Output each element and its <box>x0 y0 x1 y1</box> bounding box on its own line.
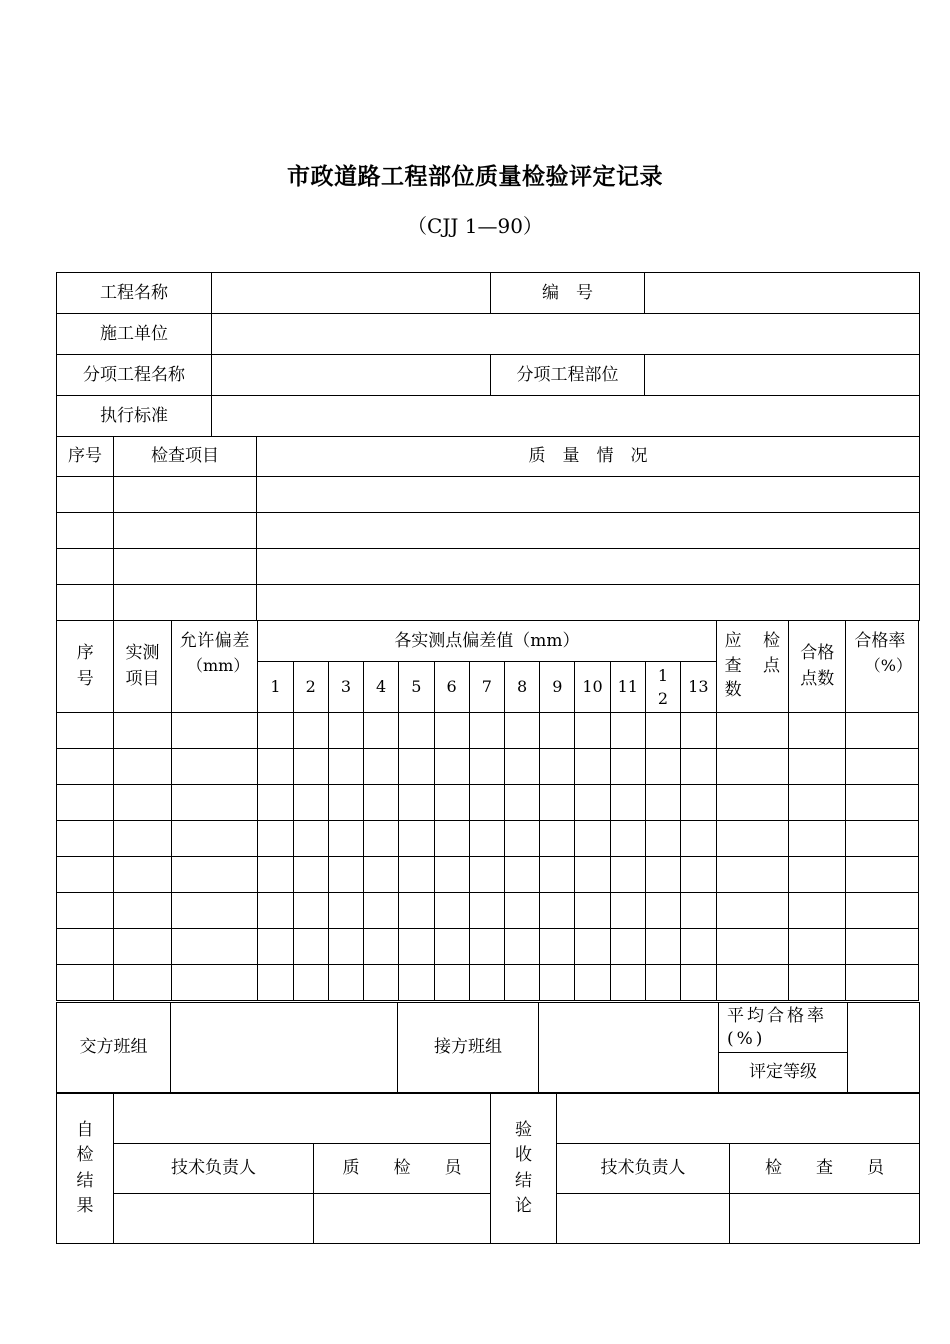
measure-cell[interactable] <box>364 965 399 1001</box>
point-number-6: 6 <box>434 662 469 713</box>
quality-cell[interactable] <box>114 513 257 549</box>
measure-cell[interactable] <box>399 965 434 1001</box>
measure-cell[interactable] <box>846 929 919 965</box>
measure-cell[interactable] <box>540 965 575 1001</box>
measure-row <box>57 785 919 821</box>
measure-cell[interactable] <box>610 893 645 929</box>
measure-cell[interactable] <box>258 785 293 821</box>
page-subtitle: （CJJ 1—90） <box>407 214 543 238</box>
quality-cell[interactable] <box>114 477 257 513</box>
handover-receiver-field[interactable] <box>539 1003 719 1093</box>
measure-cell[interactable] <box>789 893 846 929</box>
measure-cell[interactable] <box>114 785 171 821</box>
avg-pass-rate-field[interactable] <box>848 1003 920 1093</box>
measure-cell[interactable] <box>681 857 716 893</box>
measure-cell[interactable] <box>434 857 469 893</box>
measure-cell[interactable] <box>171 821 258 857</box>
measure-cell[interactable] <box>681 749 716 785</box>
tech-lead-label: 技术负责人 <box>114 1144 314 1194</box>
measure-cell[interactable] <box>540 785 575 821</box>
quality-row <box>57 477 920 513</box>
grade-label: 评定等级 <box>719 1053 848 1093</box>
measure-cell[interactable] <box>57 713 114 749</box>
handover-giver-field[interactable] <box>171 1003 398 1093</box>
project-name-label: 工程名称 <box>57 273 212 314</box>
handover-receiver-label: 接方班组 <box>398 1003 539 1093</box>
measure-cell[interactable] <box>114 929 171 965</box>
measure-cell[interactable] <box>681 929 716 965</box>
avg-pass-rate-label: 平均合格率(%) <box>719 1003 848 1053</box>
measure-cell[interactable] <box>293 965 328 1001</box>
measure-cell[interactable] <box>114 821 171 857</box>
measure-row <box>57 713 919 749</box>
page-title: 市政道路工程部位质量检验评定记录 <box>287 163 663 190</box>
point-number-10: 10 <box>575 662 610 713</box>
measure-cell[interactable] <box>469 965 504 1001</box>
inspector-signature[interactable] <box>730 1194 920 1244</box>
measure-cell[interactable] <box>846 893 919 929</box>
measure-cell[interactable] <box>171 785 258 821</box>
measure-cell[interactable] <box>575 821 610 857</box>
measure-cell[interactable] <box>293 893 328 929</box>
measure-cell[interactable] <box>540 749 575 785</box>
measure-cell[interactable] <box>293 785 328 821</box>
measure-row <box>57 821 919 857</box>
measure-cell[interactable] <box>610 857 645 893</box>
measure-cell[interactable] <box>293 929 328 965</box>
self-check-label: 自检结果 <box>57 1094 114 1244</box>
point-number-3: 3 <box>328 662 363 713</box>
measure-cell[interactable] <box>57 821 114 857</box>
measure-item-header: 实测项目 <box>114 621 171 713</box>
measure-cell[interactable] <box>575 893 610 929</box>
quality-item-header: 检查项目 <box>114 437 257 477</box>
measure-cell[interactable] <box>789 857 846 893</box>
measure-cell[interactable] <box>399 749 434 785</box>
measure-cell[interactable] <box>57 893 114 929</box>
measure-cell[interactable] <box>171 713 258 749</box>
measure-cell[interactable] <box>114 893 171 929</box>
measure-cell[interactable] <box>328 893 363 929</box>
measure-cell[interactable] <box>645 713 680 749</box>
measure-cell[interactable] <box>171 749 258 785</box>
measure-cell[interactable] <box>789 749 846 785</box>
inspector-label: 检 查 员 <box>730 1144 920 1194</box>
self-check-field[interactable] <box>114 1094 491 1144</box>
point-number-7: 7 <box>469 662 504 713</box>
measure-row <box>57 965 919 1001</box>
measure-cell[interactable] <box>258 893 293 929</box>
measure-cell[interactable] <box>504 965 539 1001</box>
measure-cell[interactable] <box>57 785 114 821</box>
measure-cell[interactable] <box>504 713 539 749</box>
quality-cell[interactable] <box>57 513 114 549</box>
measure-cell[interactable] <box>57 965 114 1001</box>
measure-cell[interactable] <box>645 785 680 821</box>
measure-cell[interactable] <box>328 713 363 749</box>
measure-cell[interactable] <box>364 821 399 857</box>
measure-cell[interactable] <box>399 821 434 857</box>
handover-table <box>56 1002 920 1093</box>
measure-cell[interactable] <box>328 965 363 1001</box>
measure-cell[interactable] <box>399 713 434 749</box>
measure-cell[interactable] <box>610 929 645 965</box>
qc-label: 质 检 员 <box>314 1144 491 1194</box>
quality-row <box>57 513 920 549</box>
measure-cell[interactable] <box>789 821 846 857</box>
measure-cell[interactable] <box>681 821 716 857</box>
point-number-9: 9 <box>540 662 575 713</box>
measure-cell[interactable] <box>258 857 293 893</box>
measure-cell[interactable] <box>469 929 504 965</box>
measure-cell[interactable] <box>57 857 114 893</box>
measure-cell[interactable] <box>258 821 293 857</box>
measure-cell[interactable] <box>171 857 258 893</box>
should-check-header: 应 检查点 数 <box>716 621 788 713</box>
measure-cell[interactable] <box>293 749 328 785</box>
pass-points-header: 合格点数 <box>789 621 846 713</box>
measure-cell[interactable] <box>610 713 645 749</box>
measure-table <box>56 620 919 1001</box>
measure-cell[interactable] <box>540 893 575 929</box>
construction-unit-field[interactable] <box>212 314 920 355</box>
measure-cell[interactable] <box>575 785 610 821</box>
measure-cell[interactable] <box>258 929 293 965</box>
measure-cell[interactable] <box>645 821 680 857</box>
measure-cell[interactable] <box>540 929 575 965</box>
measure-cell[interactable] <box>57 749 114 785</box>
measure-cell[interactable] <box>114 857 171 893</box>
measure-cell[interactable] <box>434 749 469 785</box>
measure-cell[interactable] <box>645 929 680 965</box>
measure-cell[interactable] <box>645 893 680 929</box>
measure-cell[interactable] <box>575 965 610 1001</box>
measure-cell[interactable] <box>504 857 539 893</box>
measure-cell[interactable] <box>364 893 399 929</box>
point-number-5: 5 <box>399 662 434 713</box>
measure-cell[interactable] <box>258 749 293 785</box>
measure-cell[interactable] <box>645 857 680 893</box>
project-name-field[interactable] <box>212 273 491 314</box>
measure-cell[interactable] <box>610 965 645 1001</box>
measure-cell[interactable] <box>681 893 716 929</box>
measure-cell[interactable] <box>399 893 434 929</box>
measure-cell[interactable] <box>716 785 788 821</box>
number-field[interactable] <box>645 273 920 314</box>
deviation-values-header: 各实测点偏差值（mm） <box>258 621 716 662</box>
measure-cell[interactable] <box>171 965 258 1001</box>
quality-seq-header: 序号 <box>57 437 114 477</box>
tech-lead-label-2: 技术负责人 <box>557 1144 730 1194</box>
measure-cell[interactable] <box>364 785 399 821</box>
tech-lead-signature-2[interactable] <box>557 1194 730 1244</box>
measure-cell[interactable] <box>434 929 469 965</box>
measure-cell[interactable] <box>364 857 399 893</box>
measure-cell[interactable] <box>575 857 610 893</box>
measure-cell[interactable] <box>399 857 434 893</box>
measure-cell[interactable] <box>399 929 434 965</box>
quality-cell[interactable] <box>257 477 920 513</box>
acceptance-field[interactable] <box>557 1094 920 1144</box>
sub-item-name-field[interactable] <box>212 355 491 396</box>
measure-cell[interactable] <box>399 785 434 821</box>
measure-cell[interactable] <box>575 713 610 749</box>
quality-table <box>56 436 920 621</box>
measure-cell[interactable] <box>504 893 539 929</box>
point-number-1: 1 <box>258 662 293 713</box>
measure-cell[interactable] <box>258 965 293 1001</box>
measure-cell[interactable] <box>504 749 539 785</box>
qc-signature[interactable] <box>314 1194 491 1244</box>
measure-cell[interactable] <box>716 821 788 857</box>
measure-cell[interactable] <box>364 749 399 785</box>
quality-cell[interactable] <box>57 477 114 513</box>
measure-cell[interactable] <box>328 929 363 965</box>
measure-cell[interactable] <box>469 785 504 821</box>
measure-cell[interactable] <box>610 749 645 785</box>
measure-cell[interactable] <box>610 785 645 821</box>
measure-cell[interactable] <box>434 821 469 857</box>
construction-unit-label: 施工单位 <box>57 314 212 355</box>
measure-cell[interactable] <box>434 713 469 749</box>
measure-seq-header: 序号 <box>57 621 114 713</box>
measure-cell[interactable] <box>645 965 680 1001</box>
measure-cell[interactable] <box>716 929 788 965</box>
standard-field[interactable] <box>212 396 920 437</box>
quality-cell[interactable] <box>57 585 114 621</box>
measure-cell[interactable] <box>469 857 504 893</box>
measure-cell[interactable] <box>114 965 171 1001</box>
measure-row <box>57 749 919 785</box>
measure-cell[interactable] <box>328 857 363 893</box>
measure-cell[interactable] <box>469 713 504 749</box>
measure-cell[interactable] <box>846 965 919 1001</box>
measure-cell[interactable] <box>681 965 716 1001</box>
point-number-11: 11 <box>610 662 645 713</box>
measure-cell[interactable] <box>716 713 788 749</box>
sub-item-part-label: 分项工程部位 <box>491 355 645 396</box>
standard-label: 执行标准 <box>57 396 212 437</box>
measure-row <box>57 929 919 965</box>
measure-row <box>57 857 919 893</box>
measure-cell[interactable] <box>504 821 539 857</box>
measure-cell[interactable] <box>789 965 846 1001</box>
quality-cell[interactable] <box>114 549 257 585</box>
measure-cell[interactable] <box>328 785 363 821</box>
measure-cell[interactable] <box>434 893 469 929</box>
measure-cell[interactable] <box>540 821 575 857</box>
measure-cell[interactable] <box>114 713 171 749</box>
measure-cell[interactable] <box>789 785 846 821</box>
tech-lead-signature[interactable] <box>114 1194 314 1244</box>
measure-cell[interactable] <box>434 785 469 821</box>
measure-cell[interactable] <box>681 785 716 821</box>
point-number-8: 8 <box>504 662 539 713</box>
measure-cell[interactable] <box>716 749 788 785</box>
measure-cell[interactable] <box>364 929 399 965</box>
signoff-table <box>56 1093 920 1244</box>
measure-cell[interactable] <box>328 821 363 857</box>
measure-cell[interactable] <box>293 857 328 893</box>
measure-cell[interactable] <box>846 749 919 785</box>
measure-cell[interactable] <box>846 857 919 893</box>
measure-cell[interactable] <box>504 929 539 965</box>
quality-cell[interactable] <box>257 585 920 621</box>
measure-cell[interactable] <box>328 749 363 785</box>
quality-cell[interactable] <box>257 513 920 549</box>
quality-row <box>57 549 920 585</box>
measure-cell[interactable] <box>293 821 328 857</box>
sub-item-name-label: 分项工程名称 <box>57 355 212 396</box>
handover-giver-label: 交方班组 <box>57 1003 171 1093</box>
measure-cell[interactable] <box>364 713 399 749</box>
measure-cell[interactable] <box>846 713 919 749</box>
measure-cell[interactable] <box>610 821 645 857</box>
point-number-4: 4 <box>364 662 399 713</box>
quality-cell[interactable] <box>114 585 257 621</box>
measure-cell[interactable] <box>57 929 114 965</box>
measure-cell[interactable] <box>716 965 788 1001</box>
pass-rate-header: 合格率 （%） <box>846 621 919 713</box>
point-number-13: 13 <box>681 662 716 713</box>
point-number-12: 12 <box>645 662 680 713</box>
measure-cell[interactable] <box>540 713 575 749</box>
measure-cell[interactable] <box>293 713 328 749</box>
measure-cell[interactable] <box>469 821 504 857</box>
measure-cell[interactable] <box>645 749 680 785</box>
header-table <box>56 272 920 437</box>
measure-cell[interactable] <box>469 893 504 929</box>
measure-cell[interactable] <box>846 785 919 821</box>
point-number-2: 2 <box>293 662 328 713</box>
measure-cell[interactable] <box>434 965 469 1001</box>
measure-cell[interactable] <box>575 749 610 785</box>
allowed-deviation-unit: （mm） <box>186 655 250 675</box>
measure-cell[interactable] <box>171 893 258 929</box>
acceptance-label: 验收结论 <box>491 1094 557 1244</box>
measure-cell[interactable] <box>846 821 919 857</box>
measure-cell[interactable] <box>575 929 610 965</box>
measure-cell[interactable] <box>716 857 788 893</box>
sub-item-part-field[interactable] <box>645 355 920 396</box>
measure-cell[interactable] <box>258 713 293 749</box>
measure-row <box>57 893 919 929</box>
measure-cell[interactable] <box>540 857 575 893</box>
measure-cell[interactable] <box>171 929 258 965</box>
measure-cell[interactable] <box>789 929 846 965</box>
quality-cell[interactable] <box>257 549 920 585</box>
quality-row <box>57 585 920 621</box>
quality-cell[interactable] <box>57 549 114 585</box>
quality-situation-header: 质 量 情 况 <box>257 437 920 477</box>
measure-cell[interactable] <box>716 893 788 929</box>
measure-cell[interactable] <box>681 713 716 749</box>
measure-cell[interactable] <box>504 785 539 821</box>
measure-cell[interactable] <box>114 749 171 785</box>
measure-cell[interactable] <box>789 713 846 749</box>
allowed-deviation-header: 允许偏差 （mm） <box>171 621 258 713</box>
number-label: 编 号 <box>491 273 645 314</box>
measure-cell[interactable] <box>469 749 504 785</box>
